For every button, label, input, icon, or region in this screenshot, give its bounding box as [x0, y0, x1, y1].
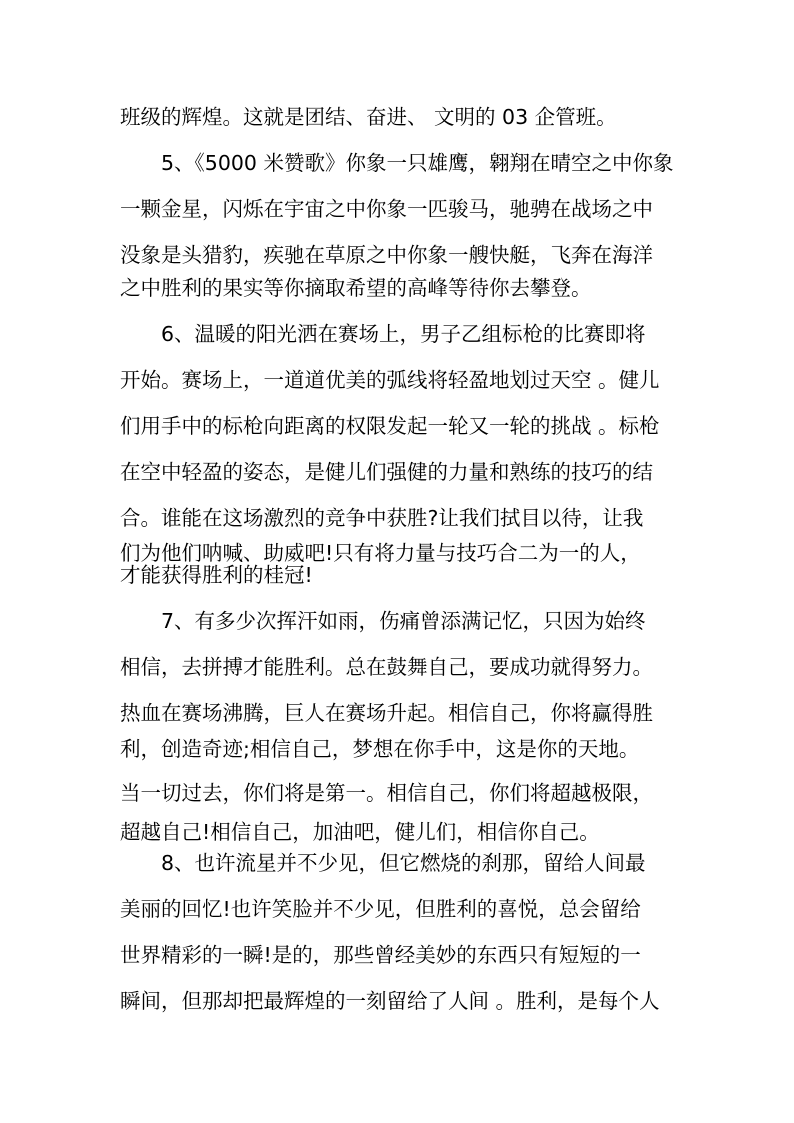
- text-line: 合。谁能在这场激烈的竞争中获胜?让我们拭目以待，让我: [120, 506, 644, 530]
- text-line: 一颗金星，闪烁在宇宙之中你象一匹骏马，驰骋在战场之中: [120, 197, 653, 221]
- text-line: 之中胜利的果实等你摘取希望的高峰等待你去攀登。: [120, 276, 592, 300]
- text-line: 没象是头猎豹，疾驰在草原之中你象一艘快艇，飞奔在海洋: [120, 243, 653, 267]
- text-line: 们用手中的标枪向距离的权限发起一轮又一轮的挑战 。标枪: [120, 414, 660, 438]
- text-line: 热血在赛场沸腾，巨人在赛场升起。相信自己，你将赢得胜: [120, 701, 653, 725]
- text-line: 班级的辉煌。这就是团结、奋进、 文明的 03 企管班。: [120, 105, 617, 129]
- text-line: 世界精彩的一瞬!是的，那些曾经美妙的东西只有短短的一: [120, 943, 641, 967]
- paragraph-8-start: 8、也许流星并不少见，但它燃烧的刹那，留给人间最: [161, 851, 646, 875]
- paragraph-5-start: 5、《5000 米赞歌》你象一只雄鹰，翱翔在晴空之中你象: [161, 151, 674, 175]
- text-line: 瞬间，但那却把最辉煌的一刻留给了人间 。胜利，是每个人: [120, 989, 660, 1013]
- text-line: 利，创造奇迹;相信自己，梦想在你手中，这是你的天地。: [120, 737, 640, 761]
- paragraph-7-start: 7、有多少次挥汗如雨，伤痛曾添满记忆，只因为始终: [161, 609, 646, 633]
- text-line: 在空中轻盈的姿态，是健儿们强健的力量和熟练的技巧的结: [120, 460, 653, 484]
- text-line: 开始。赛场上，一道道优美的弧线将轻盈地划过天空 。健儿: [120, 368, 660, 392]
- text-line: 超越自己!相信自己，加油吧，健儿们，相信你自己。: [120, 820, 600, 844]
- paragraph-6-start: 6、温暖的阳光洒在赛场上，男子乙组标枪的比赛即将: [161, 322, 646, 346]
- text-line: 才能获得胜利的桂冠!: [120, 563, 313, 587]
- text-line: 相信，去拼搏才能胜利。总在鼓舞自己，要成功就得努力。: [120, 655, 653, 679]
- text-line: 当一切过去，你们将是第一。相信自己，你们将超越极限，: [120, 781, 653, 805]
- text-line: 们为他们呐喊、助威吧!只有将力量与技巧合二为一的人，: [120, 541, 641, 565]
- text-line: 美丽的回忆!也许笑脸并不少见，但胜利的喜悦，总会留给: [120, 897, 641, 921]
